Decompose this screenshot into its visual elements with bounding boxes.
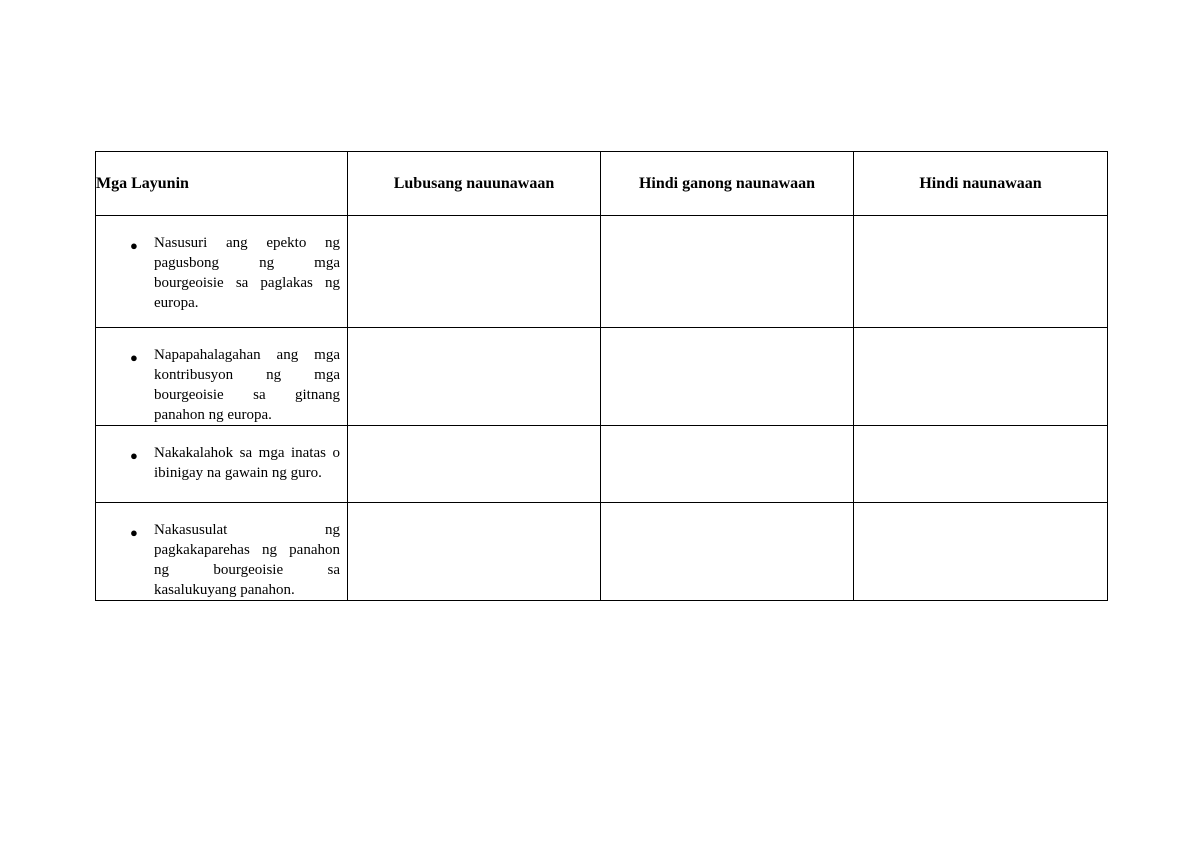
bullet-icon: ● xyxy=(130,350,138,365)
bullet-icon: ● xyxy=(130,448,138,463)
header-somewhat-understood: Hindi ganong naunawaan xyxy=(601,152,854,216)
rating-cell-not-understood[interactable] xyxy=(854,328,1108,426)
rating-cell-somewhat-understood[interactable] xyxy=(601,216,854,328)
rubric-sheet xyxy=(95,151,1107,601)
header-not-understood: Hindi naunawaan xyxy=(854,152,1108,216)
objective-cell xyxy=(96,503,348,601)
table-header-row xyxy=(96,152,1108,216)
objective-text: Nasusuri ang epekto ng pagusbong ng mga bourgeoisie sa paglakas ng europa. xyxy=(154,235,340,311)
table-row xyxy=(96,216,1108,328)
objective-cell xyxy=(96,426,348,503)
header-fully-understood: Lubusang nauunawaan xyxy=(348,152,601,216)
bullet-icon: ● xyxy=(130,238,138,253)
rating-cell-fully-understood[interactable] xyxy=(348,426,601,503)
rating-cell-somewhat-understood[interactable] xyxy=(601,426,854,503)
objective-cell xyxy=(96,216,348,328)
rating-cell-not-understood[interactable] xyxy=(854,503,1108,601)
objective-text: Nakakalahok sa mga inatas o ibinigay na gawain ng guro. xyxy=(154,445,340,481)
objective-text: Napapahalagahan ang mga kontribusyon ng mga bourgeoisie sa gitnang panahon ng europa. xyxy=(154,347,340,423)
objective-text: Nakasusulat ng pagkakaparehas ng panahon ng bourgeoisie sa kasalukuyang panahon. xyxy=(154,522,340,598)
bullet-icon: ● xyxy=(130,525,138,540)
table-row xyxy=(96,503,1108,601)
rating-cell-somewhat-understood[interactable] xyxy=(601,328,854,426)
header-objectives: Mga Layunin xyxy=(96,152,348,216)
rating-cell-somewhat-understood[interactable] xyxy=(601,503,854,601)
rating-cell-not-understood[interactable] xyxy=(854,216,1108,328)
table-row xyxy=(96,328,1108,426)
self-assessment-table xyxy=(95,151,1108,601)
objective-cell xyxy=(96,328,348,426)
table-row xyxy=(96,426,1108,503)
rating-cell-fully-understood[interactable] xyxy=(348,503,601,601)
rating-cell-fully-understood[interactable] xyxy=(348,216,601,328)
rating-cell-not-understood[interactable] xyxy=(854,426,1108,503)
rating-cell-fully-understood[interactable] xyxy=(348,328,601,426)
